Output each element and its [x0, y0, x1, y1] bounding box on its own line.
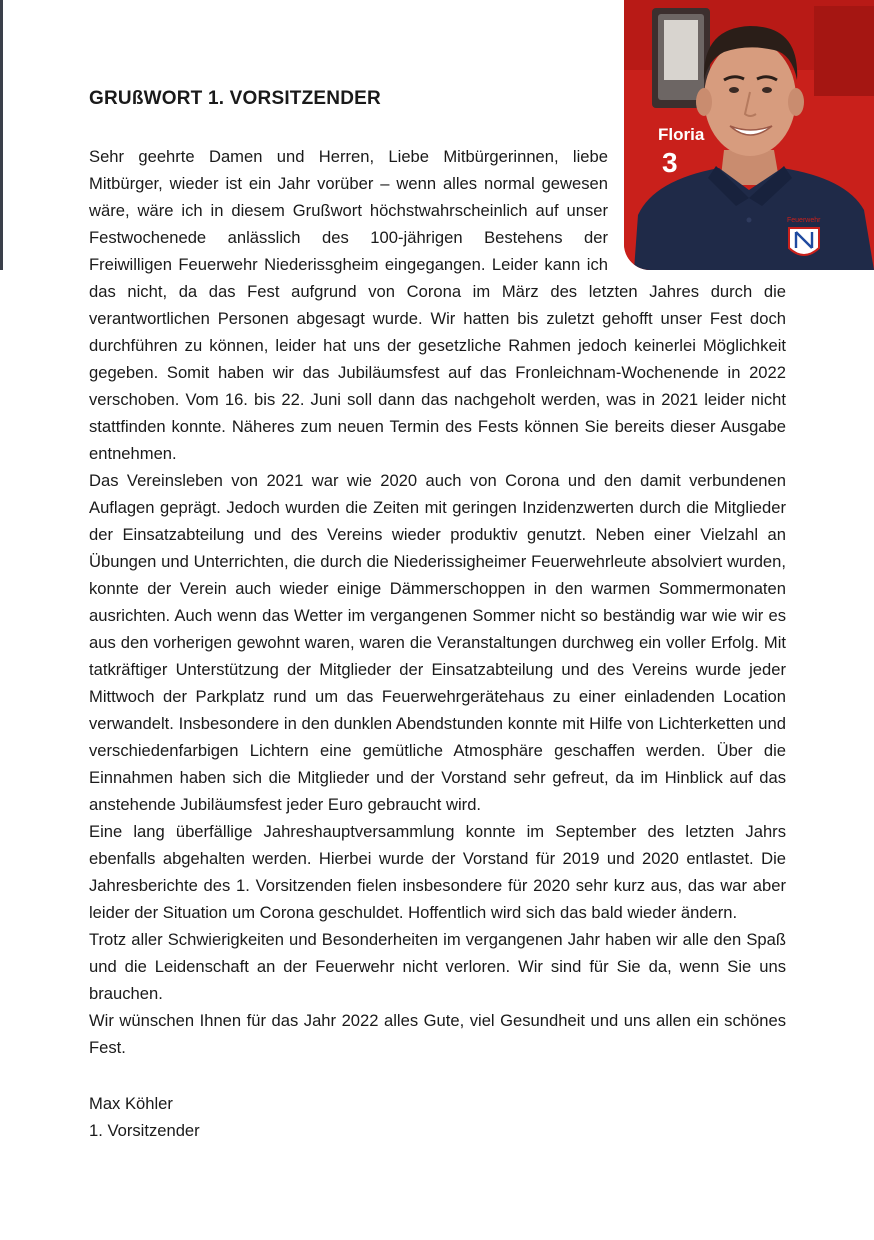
paragraph-club-life: Das Vereinsleben von 2021 war wie 2020 auch von Corona und den damit verbundenen Auflagen geprägt. Jedoch wurden die Zeiten mit geringen Inzidenzwerten durch die Mitglieder der Einsatzabteilung und des Vereins wieder produktiv genutzt. Neben einer Vielzahl an Übungen und Unterrichten, die durch die Niederissigheimer Feuerwehrleute absolviert wurden, konnte der Verein auch wieder einige Dämmerschoppen in den warmen Sommermonaten ausrichten. Auch wenn das Wetter im vergangenen Sommer nicht so beständig war wie wir es aus den vorherigen gewohnt waren, waren die Veranstaltungen durchweg ein voller Erfolg. Mit tatkräftiger Unterstützung der Mitglieder der Einsatzabteilung und des Vereins wurde jeder Mittwoch der Parkplatz rund um das Feuerwehrgerätehaus zu einer einladenden Location verwandelt. Insbesondere in den dunklen Abendstunden konnte mit Hilfe von Lichterketten und verschiedenfarbigen Lichtern eine gemütliche Atmosphäre geschaffen werden. Über die Einnahmen haben sich die Mitglieder und der Vorstand sehr gefreut, da im Hinblick auf das anstehende Jubiläumsfest jeder Euro gebraucht wird.: [89, 471, 786, 814]
truck-lettering: Floria: [658, 125, 705, 144]
letter-body: [89, 143, 786, 1061]
paragraph-annual-meeting: Eine lang überfällige Jahreshauptversammlung konnte im September des letzten Jahrs ebenfalls abgehalten werden. Hierbei wurde der Vorstand für 2019 und 2020 entlastet. Die Jahresberichte des 1. Vorsitzenden fielen insbesondere für 2020 sehr kurz aus, das war aber leider der Situation um Corona geschuldet. Hoffentlich wird sich das bald wieder ändern.: [89, 822, 786, 922]
photo-wrap-spacer: [608, 143, 786, 278]
signature-role: 1. Vorsitzender: [89, 1121, 200, 1140]
page-heading: GRUßWORT 1. VORSITZENDER: [89, 88, 381, 109]
page-edge-strip: [0, 0, 3, 270]
signature-name: Max Köhler: [89, 1094, 173, 1113]
svg-text:Feuerwehr: Feuerwehr: [787, 217, 821, 224]
paragraph-intro: Sehr geehrte Damen und Herren, Liebe Mitbürgerinnen, liebe Mitbürger, wieder ist ein Jahr vorüber – wenn alles normal gewesen wäre, wäre ich in diesem Grußwort höchstwahrscheinlich auf unser Festwochenede anlässlich des 100-jährigen Bestehens der Freiwilligen Feuerwehr Niederissgheim eingegangen. Leider kann ich das nicht, da das Fest aufgrund von Corona im März des letzten Jahres durch die verantwortlichen Personen abgesagt wurde. Wir hatten bis zuletzt gehofft unser Fest doch durchführen zu können, leider hat uns der gesetzliche Rahmen jedoch keinerlei Möglichkeit gegeben. Somit haben wir das Jubiläumsfest auf das Fronleichnam-Wochenende in 2022 verschoben. Vom 16. bis 22. Juni soll dann das nachgeholt werden, was in 2021 leider nicht stattfinden konnte. Näheres zum neuen Termin des Fests können Sie bereits dieser Ausgabe entnehmen.: [89, 147, 786, 463]
truck-number: 3: [662, 147, 678, 178]
signature-block: [89, 1090, 200, 1144]
paragraph-wishes: Wir wünschen Ihnen für das Jahr 2022 alles Gute, viel Gesundheit und uns allen ein schönes Fest.: [89, 1011, 786, 1057]
fire-brigade-emblem: [787, 217, 821, 255]
paragraph-difficulties: Trotz aller Schwierigkeiten und Besonderheiten im vergangenen Jahr haben wir alle den Spaß und die Leidenschaft an der Feuerwehr nicht verloren. Wir sind für Sie da, wenn Sie uns brauchen.: [89, 930, 786, 1003]
